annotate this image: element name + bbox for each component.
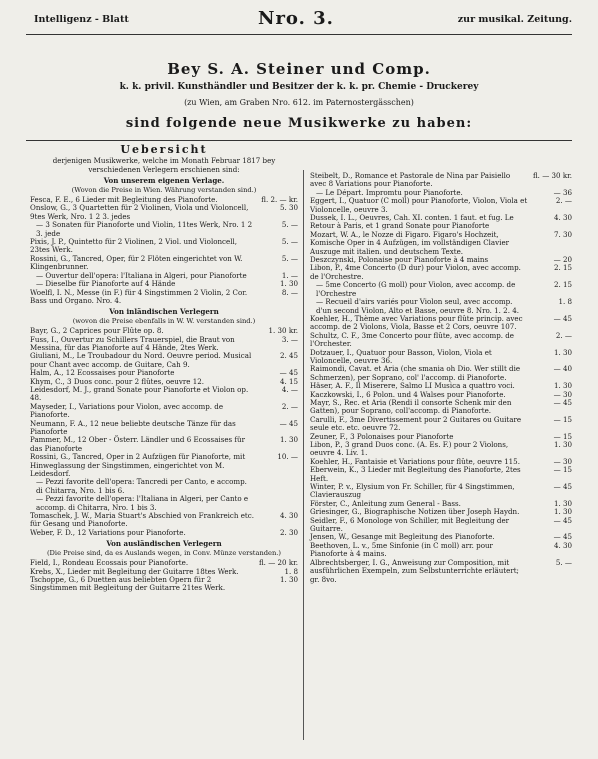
- item-text: — 3 Sonaten für Pianoforte und Violin, 11tes Werk, Nro. 1 2 3. jede: [36, 220, 253, 238]
- list-item: [30, 495, 298, 512]
- overview-intro: derjenigen Musikwerke, welche im Monath Februar 1817 bey verschiedenen Verlegern erschienen sind:: [52, 156, 276, 174]
- item-price: — 15: [553, 414, 572, 424]
- header-left: Intelligenz - Blatt: [34, 14, 129, 25]
- item-text: Tschoppe, G., 6 Duetten aus beliebten Opern für 2 Singstimmen mit Begleitung der Guitarre 21tes Werk.: [30, 574, 226, 593]
- list-item: [30, 336, 298, 353]
- section-note: (Die Preise sind, da es Auslands wegen, in Conv. Münze verstanden.): [46, 548, 282, 557]
- right-items: [310, 172, 572, 584]
- list-item: [30, 478, 298, 495]
- publisher-address: (zu Wien, am Graben Nro. 612. im Paternostergässchen): [184, 98, 414, 107]
- item-price: 4. —: [281, 384, 298, 394]
- item-price: 1. 30: [279, 574, 298, 584]
- item-price: 1. 30: [553, 381, 572, 391]
- item-text: Rossini, G., Tancred, Oper, für 2 Flöten eingerichtet von W. Klingenbrunner.: [30, 253, 243, 272]
- item-text: Beethoven, L. v., 5me Sinfonie (in C moll) arr. pour Pianoforte à 4 mains.: [310, 540, 493, 559]
- list-item: [310, 365, 572, 382]
- list-item: [30, 204, 298, 221]
- item-text: — Ouvertur dell'opera: l'Italiana in Algeri, pour Pianoforte: [36, 270, 247, 280]
- item-text: Fuss, I., Ouvertur zu Schillers Trauerspiel, die Braut von Messina, für das Pianoforte auf 4 Hände, 2tes Werk.: [30, 334, 235, 352]
- item-price: — 20: [553, 255, 572, 265]
- item-price: 2. —: [555, 196, 572, 206]
- item-text: Bayr, G., 2 Caprices pour Flûte op. 8.: [30, 326, 164, 336]
- list-item: [310, 483, 572, 500]
- section-heading: Von inländischen Verlegern: [109, 307, 219, 317]
- item-price: — 15: [553, 465, 572, 475]
- item-text: Eberwein, K., 3 Lieder mit Begleitung des Pianoforte, 2tes Heft.: [310, 465, 521, 483]
- list-item: [310, 281, 572, 298]
- section-heading: Von ausländischen Verlegern: [106, 539, 222, 549]
- item-text: Winter, P. v., Elysium von Fr. Schiller, für 4 Singstimmen, Clavierauszug: [310, 482, 515, 500]
- header-rule: [26, 34, 572, 35]
- item-price: 5. —: [555, 557, 572, 567]
- item-text: Deszczynski, Polonaise pour Pianoforte à 4 mains: [310, 255, 489, 265]
- item-text: Griesinger, G., Biographische Notizen über Joseph Haydn.: [310, 507, 520, 517]
- list-item: [30, 576, 298, 593]
- item-price: — 45: [279, 418, 298, 428]
- item-price: — 45: [553, 397, 572, 407]
- item-price: 4. 15: [279, 376, 298, 386]
- item-price: 8. —: [281, 287, 298, 297]
- item-text: Onslow, G., 3 Quartetten für 2 Violinen, Viola und Violoncell, 9tes Werk, Nro. 1 2 3. jedes: [30, 203, 249, 221]
- list-item: [310, 332, 572, 349]
- item-text: — Dieselbe für Pianoforte auf 4 Hände: [36, 279, 176, 289]
- item-price: fl. — 30 kr.: [532, 171, 572, 180]
- section-note: (wovon die Preise ebenfalls in W. W. verstanden sind.): [72, 316, 256, 325]
- list-item: [310, 197, 572, 214]
- item-text: Rossini, G., Tancred, Oper in 2 Aufzügen für Pianoforte, mit Hinweglassung der Singstimmen, eingerichtet von M. Leidesdorf.: [30, 452, 246, 479]
- item-text: Eggert, I., Quatuor (C moll) pour Pianoforte, Violon, Viola et Violoncelle, oeuvre 3.: [310, 196, 528, 214]
- item-price: 10. —: [277, 452, 298, 462]
- item-text: Leidesdorf, M. J., grand Sonate pour Pianoforte et Violon op. 48.: [30, 384, 249, 403]
- item-price: — 45: [553, 482, 572, 492]
- list-item: [310, 416, 572, 433]
- list-item: [30, 453, 298, 478]
- item-text: Schultz, C. F., 3me Concerto pour flûte, avec accomp. de l'Orchester.: [310, 330, 515, 349]
- list-item: [310, 172, 572, 189]
- list-item: [30, 289, 298, 306]
- item-text: — 5me Concerto (G moll) pour Violon, avec accomp. de l'Orchestre: [316, 280, 516, 298]
- list-item: [30, 221, 298, 238]
- section-heading: Von unserem eigenen Verlage.: [103, 176, 225, 186]
- item-price: — 45: [279, 368, 298, 378]
- list-item: [30, 436, 298, 453]
- list-item: [30, 255, 298, 272]
- item-text: Albrechtsberger, I. G., Anweisung zur Composition, mit ausführlichen Exempeln, zum Selbstunterrichte erläutert; gr. 8vo.: [310, 557, 519, 584]
- item-text: Jensen, W., Gesange mit Begleitung des Pianoforte.: [310, 532, 495, 542]
- item-text: Mayr, S., Rec. et Aria (Rendi il consorte Schenk mir den Gatten), pour Soprano, coll'accomp. di Pianoforte.: [310, 397, 512, 416]
- item-text: Carulli, F., 3me Divertissement pour 2 Guitares ou Guitare seule etc. etc. oeuvre 72.: [310, 414, 522, 433]
- item-text: Libon, P., 3 grand Duos conc. (A. Es. F.) pour 2 Violons, oeuvre 4. Liv. 1.: [310, 440, 509, 458]
- item-price: 5. —: [281, 220, 298, 230]
- item-price: — 45: [553, 313, 572, 323]
- item-text: Koehler, H., Fantaisie et Variations pour flûte, oeuvre 115.: [310, 456, 520, 466]
- item-text: Fesca, F. E., 6 Lieder mit Begleitung des Pianoforte.: [30, 195, 218, 205]
- list-item: [310, 466, 572, 483]
- item-price: 2. 15: [553, 280, 572, 290]
- item-text: Dotzauer, I., Quatuor pour Basson, Violon, Viola et Violoncelle, oeuvre 36.: [310, 347, 492, 365]
- item-price: 4. 30: [279, 511, 298, 521]
- item-text: — Pezzi favorite dell'opera: l'Italiana in Algeri, per Canto e accomp. di Chitarra, Nro. 1 bis 3.: [36, 494, 249, 512]
- list-item: [310, 214, 572, 231]
- list-item: [310, 264, 572, 281]
- item-price: 1. 30: [553, 440, 572, 449]
- item-price: 5. —: [281, 237, 298, 247]
- item-text: Neumann, F. A., 12 neue beliebte deutsche Tänze für das Pianoforte: [30, 418, 236, 436]
- item-price: 1. 30: [279, 435, 298, 445]
- item-text: Dussek, I. L., Oeuvres, Cah. XI. conten. 1 faut. et fug. Le Retour à Paris, et 1 grand Sonate pour Pianoforte: [310, 213, 514, 231]
- list-item: [310, 315, 572, 332]
- item-text: Steibelt, D., Romance et Pastorale de Nina par Paisiello avec 8 Variations pour Pianoforte.: [310, 171, 511, 189]
- item-price: 2. 15: [553, 263, 572, 273]
- item-text: Raimondi, Cavat. et Aria (che smania oh Dio. Wer stillt die Schmerzen), per Soprano, col' l'accomp. di Pianoforte.: [310, 364, 521, 382]
- item-price: — 30: [553, 389, 572, 399]
- list-item: [310, 542, 572, 559]
- right-column: [310, 172, 572, 584]
- item-text: Field, I., Rondeau Ecossais pour Pianoforte.: [30, 558, 189, 568]
- list-item: [30, 420, 298, 437]
- publisher-title: k. k. privil. Kunsthändler und Besitzer der k. k. pr. Chemie - Druckerey: [119, 82, 479, 92]
- item-price: — 30: [553, 456, 572, 466]
- item-text: Halm, A., 12 Ecossaises pour Pianoforte: [30, 368, 175, 378]
- item-text: — Pezzi favorite dell'opera: Tancredi per Canto, e accomp. di Chitarra, Nro. 1 bis 6.: [36, 477, 247, 495]
- item-text: Pammer, M., 12 Ober - Österr. Ländler und 6 Ecossaises für das Pianoforte: [30, 435, 246, 453]
- left-sections: [30, 177, 298, 593]
- item-price: 2. —: [555, 330, 572, 340]
- item-text: Libon, P., 4me Concerto (D dur) pour Violon, avec accomp. de l'Orchestre.: [310, 263, 521, 281]
- header-right: zur musikal. Zeitung.: [457, 14, 572, 25]
- item-price: 4. 30: [553, 540, 572, 550]
- item-price: 1. 30: [553, 347, 572, 357]
- item-price: 2. —: [281, 401, 298, 411]
- list-item: [30, 403, 298, 420]
- item-text: Woelfl, I. N., Messe (in F.) für 4 Singstimmen 2 Violin, 2 Cor. Bass und Organo. Nro. 4.: [30, 287, 248, 305]
- item-price: 1. 30: [553, 498, 572, 508]
- item-text: Krebs, X., Lieder mit Begleitung der Guitarre 18tes Werk.: [30, 566, 239, 576]
- list-item: [30, 386, 298, 403]
- item-price: 5. 30: [279, 203, 298, 213]
- item-price: 5. —: [281, 253, 298, 263]
- item-price: fl. — 20 kr.: [258, 558, 298, 568]
- item-price: — 15: [553, 431, 572, 441]
- column-divider: [303, 170, 304, 740]
- item-price: 3. —: [281, 334, 298, 344]
- item-text: Khym, C., 3 Duos conc. pour 2 flûtes, oeuvre 12.: [30, 376, 205, 386]
- item-text: Mayseder, I., Variations pour Violon, avec accomp. de Pianoforte.: [30, 401, 224, 420]
- item-price: 2. 30: [279, 527, 298, 537]
- overview-title: Uebersicht: [120, 143, 208, 156]
- item-text: Giuliani, M., Le Troubadour du Nord. Oeuvre period. Musical pour Chant avec accomp. de Guitare, Cah 9.: [30, 351, 252, 369]
- item-price: 1. 30 kr.: [268, 326, 298, 336]
- list-item: [310, 399, 572, 416]
- item-text: Häser, A. F., Il Miserere, Salmo LI Musica a quattro voci.: [310, 381, 515, 391]
- item-price: — 45: [553, 515, 572, 525]
- list-item: [310, 517, 572, 534]
- list-item: [30, 352, 298, 369]
- section-note: (Wovon die Preise in Wien. Währung verstanden sind.): [71, 185, 257, 194]
- list-item: [310, 349, 572, 366]
- announcement-heading: sind folgende neue Musikwerke zu haben:: [125, 116, 473, 131]
- item-price: 1. 30: [553, 507, 572, 517]
- item-price: 2. 45: [279, 351, 298, 361]
- issue-number: Nro. 3.: [258, 8, 334, 29]
- list-item: [30, 512, 298, 529]
- item-text: Kaczkowski, I., 6 Polon. und 4 Walses pour Pianoforte.: [310, 389, 506, 399]
- item-price: 4. 30: [553, 213, 572, 223]
- list-item: [30, 529, 298, 537]
- list-item: [310, 231, 572, 256]
- item-text: Tomaschek, J. W., Maria Stuart's Abschied von Frankreich etc. für Gesang und Pianoforte.: [30, 511, 254, 529]
- item-text: Förster, C., Anleitung zum General - Bass.: [310, 498, 461, 508]
- section-rule: [26, 140, 572, 141]
- item-text: Mozart, W. A., le Nozze di Figaro. Figaro's Hochzeit, Komische Oper in 4 Aufzügen, im vollständigen Clavier Auszuge mit italien. und deutschem Texte.: [310, 229, 510, 256]
- list-item: [310, 441, 572, 458]
- list-item: [310, 298, 572, 315]
- left-column: [30, 143, 298, 593]
- item-price: 1. 8: [558, 297, 572, 307]
- item-price: — 45: [553, 532, 572, 542]
- item-text: — Le Départ. Impromtu pour Pianoforte.: [316, 187, 463, 197]
- item-text: Koehler, H., Thème avec Variations pour flûte princip. avec accomp. de 2 Violons, Viola, Basse et 2 Cors, oeuvre 107.: [310, 313, 523, 332]
- item-price: fl. 2. — kr.: [261, 195, 298, 205]
- item-text: — Recueil d'airs variés pour Violon seul, avec accomp. d'un second Violon, Alto et Basse, oeuvre 8. Nro. 1. 2. 4.: [316, 297, 519, 315]
- item-price: 1. 8: [284, 566, 298, 576]
- item-price: 7. 30: [553, 229, 572, 239]
- item-text: Pixis, J. P., Quintetto für 2 Violinen, 2 Viol. und Violoncell, 23tes Werk.: [30, 237, 238, 255]
- publisher-name: Bey S. A. Steiner und Comp.: [167, 60, 431, 78]
- item-price: — 40: [553, 364, 572, 374]
- item-text: Weber, F. D., 12 Variations pour Pianoforte.: [30, 527, 186, 537]
- item-price: — 36: [553, 187, 572, 197]
- item-text: Seidler, F., 6 Monologe von Schiller, mit Begleitung der Guitarre.: [310, 515, 510, 534]
- item-price: 1. —: [281, 270, 298, 280]
- item-price: 1. 30: [279, 279, 298, 289]
- list-item: [30, 238, 298, 255]
- list-item: [310, 559, 572, 584]
- item-text: Zeuner, F., 3 Polonaises pour Pianoforte: [310, 431, 454, 441]
